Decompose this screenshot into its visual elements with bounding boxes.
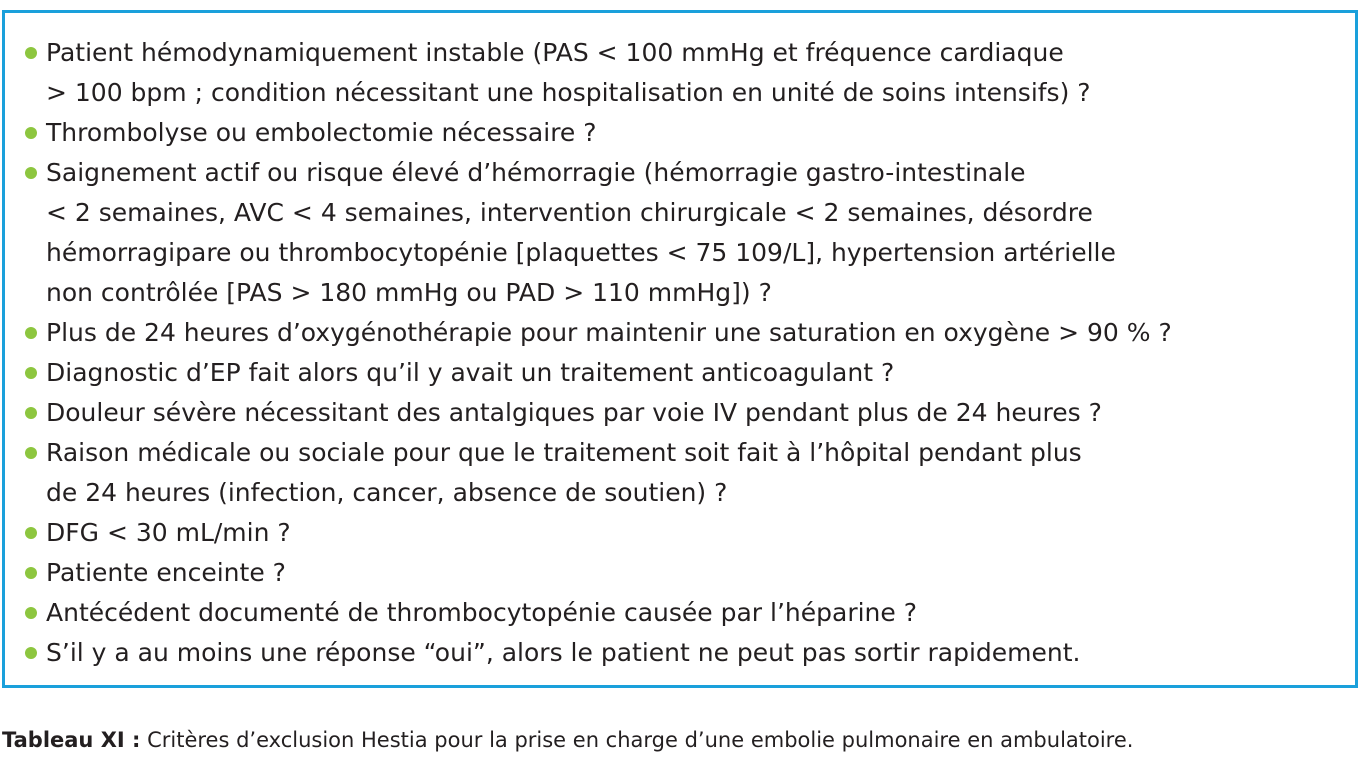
criteria-line: Antécédent documenté de thrombocytopénie causée par l’héparine ? [46,598,917,627]
bullet-dot-icon [25,407,37,419]
criteria-line: < 2 semaines, AVC < 4 semaines, intervention chirurgicale < 2 semaines, désordre [46,198,1093,227]
criteria-item [25,313,1345,353]
criteria-item [25,433,1345,513]
bullet-dot-icon [25,327,37,339]
criteria-line: Plus de 24 heures d’oxygénothérapie pour maintenir une saturation en oxygène > 90 % ? [46,318,1172,347]
criteria-line: Patiente enceinte ? [46,558,286,587]
criteria-line: non contrôlée [PAS > 180 mmHg ou PAD > 110 mmHg]) ? [46,278,772,307]
criteria-line: Thrombolyse ou embolectomie nécessaire ? [46,118,597,147]
criteria-item [25,393,1345,433]
criteria-item [25,33,1345,113]
bullet-dot-icon [25,47,37,59]
criteria-item [25,113,1345,153]
criteria-line: Douleur sévère nécessitant des antalgiques par voie IV pendant plus de 24 heures ? [46,398,1102,427]
criteria-line: > 100 bpm ; condition nécessitant une hospitalisation en unité de soins intensifs) ? [46,78,1091,107]
criteria-line: hémorragipare ou thrombocytopénie [plaquettes < 75 109/L], hypertension artérielle [46,238,1116,267]
criteria-item [25,553,1345,593]
criteria-line: Saignement actif ou risque élevé d’hémorragie (hémorragie gastro-intestinale [46,158,1026,187]
bullet-dot-icon [25,367,37,379]
caption-text: Critères d’exclusion Hestia pour la prise en charge d’une embolie pulmonaire en ambulatoire. [140,728,1134,752]
criteria-item [25,633,1345,673]
criteria-line: Patient hémodynamiquement instable (PAS < 100 mmHg et fréquence cardiaque [46,38,1064,67]
bullet-dot-icon [25,607,37,619]
caption-label: Tableau XI : [2,728,141,752]
bullet-dot-icon [25,527,37,539]
criteria-box [2,10,1358,688]
criteria-line: S’il y a au moins une réponse “oui”, alors le patient ne peut pas sortir rapidement. [46,638,1081,667]
bullet-dot-icon [25,127,37,139]
bullet-dot-icon [25,567,37,579]
criteria-line: DFG < 30 mL/min ? [46,518,291,547]
criteria-line: Raison médicale ou sociale pour que le traitement soit fait à l’hôpital pendant plus [46,438,1082,467]
criteria-line: de 24 heures (infection, cancer, absence de soutien) ? [46,478,728,507]
criteria-line: Diagnostic d’EP fait alors qu’il y avait un traitement anticoagulant ? [46,358,895,387]
bullet-dot-icon [25,447,37,459]
criteria-item [25,353,1345,393]
bullet-dot-icon [25,167,37,179]
criteria-item [25,513,1345,553]
table-caption [2,727,1133,753]
bullet-dot-icon [25,647,37,659]
criteria-item [25,153,1345,313]
criteria-list [25,33,1345,673]
criteria-item [25,593,1345,633]
